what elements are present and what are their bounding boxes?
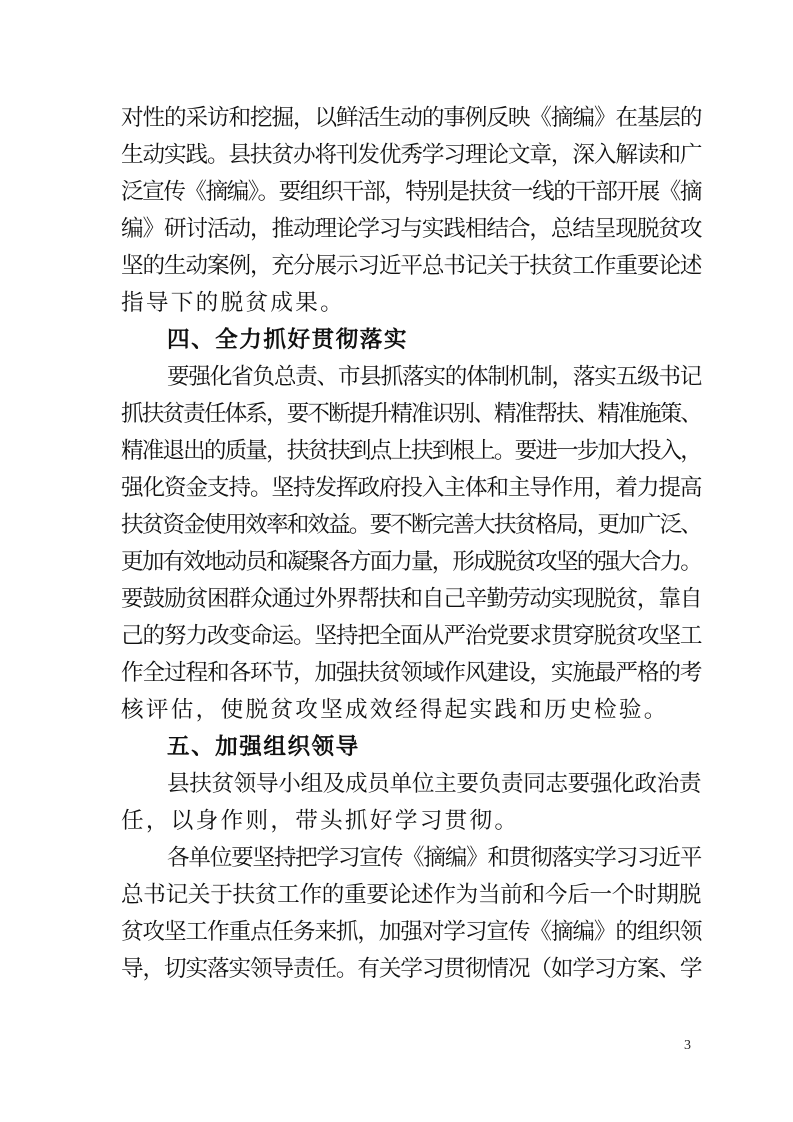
body-text-line: 编》研讨活动，推动理论学习与实践相结合，总结呈现脱贫攻	[121, 216, 702, 242]
body-text-line: 泛宣传《摘编》。要组织干部，特别是扶贫一线的干部开展《摘	[121, 179, 701, 205]
page-number: 3	[684, 1038, 691, 1053]
paragraph-first-line: 县扶贫领导小组及成员单位主要负责同志要强化政治责	[167, 771, 701, 797]
body-text-line: 对性的采访和挖掘，以鲜活生动的事例反映《摘编》在基层的	[121, 105, 702, 131]
body-text-line: 强化资金支持。坚持发挥政府投入主体和主导作用，着力提高	[121, 475, 702, 501]
body-text-line: 精准退出的质量，扶贫扶到点上扶到根上。要进一步加大投入，	[121, 438, 701, 464]
body-text-line: 贫攻坚工作重点任务来抓，加强对学习宣传《摘编》的组织领	[121, 919, 702, 945]
paragraph-first-line: 要强化省负总责、市县抓落实的体制机制，落实五级书记	[167, 364, 701, 390]
body-text-line: 坚的生动案例，充分展示习近平总书记关于扶贫工作重要论述	[121, 253, 702, 279]
body-text-line: 作全过程和各环节，加强扶贫领域作风建设，实施最严格的考	[121, 660, 702, 686]
body-text-line: 扶贫资金使用效率和效益。要不断完善大扶贫格局，更加广泛、	[121, 512, 701, 538]
section-heading-5: 五、加强组织领导	[167, 734, 360, 760]
body-text-line: 导，切实落实领导责任。有关学习贯彻情况（如学习方案、学	[121, 956, 702, 982]
body-text-line: 任，以身作则，带头抓好学习贯彻。	[121, 808, 520, 834]
body-text-line: 更加有效地动员和凝聚各方面力量，形成脱贫攻坚的强大合力。	[121, 549, 701, 575]
body-text-line: 抓扶贫责任体系，要不断提升精准识别、精准帮扶、精准施策、	[121, 401, 701, 427]
body-text-line: 核评估，使脱贫攻坚成效经得起实践和历史检验。	[121, 697, 669, 723]
body-text-line: 生动实践。县扶贫办将刊发优秀学习理论文章，深入解读和广	[121, 142, 702, 168]
paragraph-first-line: 各单位要坚持把学习宣传《摘编》和贯彻落实学习习近平	[167, 845, 701, 871]
body-text-line: 要鼓励贫困群众通过外界帮扶和自己辛勤劳动实现脱贫，靠自	[121, 586, 702, 612]
section-heading-4: 四、全力抓好贯彻落实	[167, 327, 408, 353]
body-text-line: 总书记关于扶贫工作的重要论述作为当前和今后一个时期脱	[121, 882, 701, 908]
body-text-line: 指导下的脱贫成果。	[121, 290, 346, 316]
body-text-line: 己的努力改变命运。坚持把全面从严治党要求贯穿脱贫攻坚工	[121, 623, 702, 649]
